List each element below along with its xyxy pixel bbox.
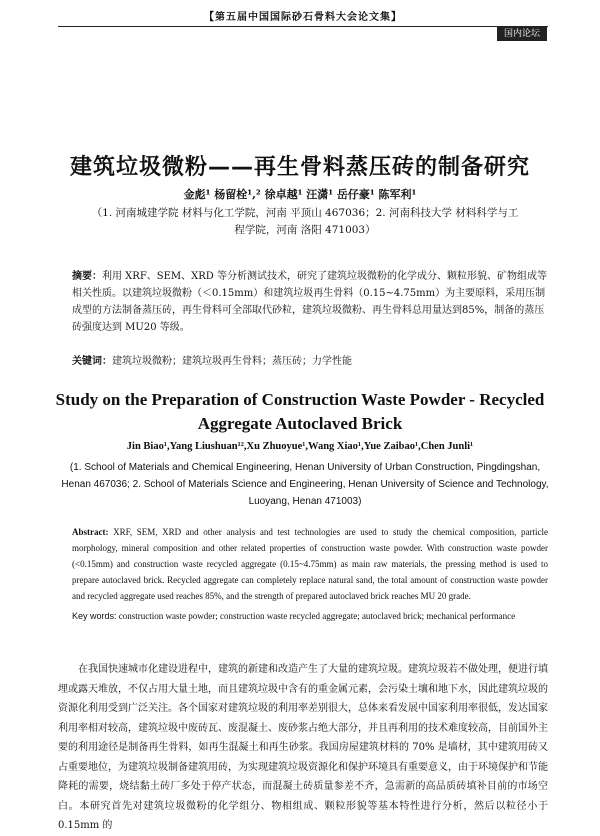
english-abstract-text: XRF, SEM, XRD and other analysis and test technologies are used to study the chemical composition, particle morphology, mineral composition and other related properties of construction waste powder. With construction waste powder (<0.15mm) and construction waste recycled aggregate (0.15~4.75mm) as main raw materials, the pressing method is used to prepare autoclaved brick. Recycled aggregate can completely replace natural sand, the total amount of construction waste powder and recycled aggregate used reaches 85%, and the strength of prepared autoclaved brick reaches MU 20 grade. — [72, 527, 548, 601]
body-paragraph: 在我国快速城市化建设进程中，建筑的新建和改造产生了大量的建筑垃圾。建筑垃圾若不做处理，便进行填埋或露天堆放，不仅占用大量土地，而且建筑垃圾中含有的重金属元素，会污染土壤和地下水，因此建筑垃圾的资源化利用受到广泛关注。各个国家对建筑垃圾的利用率差别很大，总体来看发展中国家利用率很低，发达国家利用率相对较高，建筑垃圾中废砖瓦、废混凝土、废砂浆占绝大部分，并且再利用的技术难度较高，目前国外主要的利用途径是制备再生骨料，如再生混凝土和再生砂浆。我国房屋建筑材料的 70% 是墙材，其中建筑用砖又占重要地位，为建筑垃圾制备建筑用砖，为实现建筑垃圾资源化和保护环境具有重要意义，由于环境保护和节能降耗的需要，烧结黏土砖厂多处于停产状态，而混凝土砖质量参差不齐，急需新的高品质砖填补目前的市场空白。本研究首先对建筑垃圾微粉的化学组分、物相组成、颗粒形貌等基本特性进行分析，然后以粒径小于 0.15mm 的 — [58, 664, 548, 831]
english-abstract — [72, 524, 548, 604]
chinese-abstract — [72, 268, 548, 336]
chinese-affiliation: （1. 河南城建学院 材料与化工学院，河南 平顶山 467036；2. 河南科技大学 材料科学与工程学院，河南 洛阳 471003） — [91, 207, 519, 236]
chinese-keywords — [72, 352, 548, 367]
chinese-abstract-text: 利用 XRF、SEM、XRD 等分析测试技术，研究了建筑垃圾微粉的化学成分、颗粒形貌、矿物组成等相关性质。以建筑垃圾微粉（＜0.15mm）和建筑垃圾再生骨料（0.15~4.75mm）为主要原料，采用压制成型的方法制备蒸压砖，再生骨料可全部取代砂粒，建筑垃圾微粉、再生骨料总用量达到85%，制备的蒸压砖强度达到 MU20 等级。 — [72, 271, 547, 333]
chinese-authors: 金彪¹ 杨留栓¹,² 徐卓越¹ 汪潇¹ 岳仔豪¹ 陈军利¹ — [183, 188, 417, 201]
header-rule — [58, 26, 548, 27]
conference-header: 【第五届中国国际砂石骨料大会论文集】 — [204, 12, 402, 23]
english-keywords-text: construction waste powder; construction waste recycled aggregate; autoclaved brick; mechanical performance — [118, 611, 516, 621]
english-authors: Jin Biao¹,Yang Liushuan¹²,Xu Zhuoyue¹,Wang Xiao¹,Yue Zaibao¹,Chen Junli¹ — [126, 441, 474, 452]
english-title: Study on the Preparation of Construction Waste Powder - Recycled Aggregate Autoclaved Brick — [55, 390, 545, 433]
chinese-keywords-label: 关键词： — [72, 356, 112, 367]
english-abstract-label: Abstract: — [72, 527, 109, 537]
chinese-abstract-label: 摘要： — [72, 271, 102, 282]
chinese-title: 建筑垃圾微粉——再生骨料蒸压砖的制备研究 — [69, 155, 530, 180]
english-affiliation: (1. School of Materials and Chemical Engineering, Henan University of Urban Construction, Pingdingshan, Henan 467036; 2. School of Materials Science and Engineering, Henan University of Science and Technology, Luoyang, Henan 471003) — [61, 462, 549, 507]
english-keywords-label: Key words: — [72, 611, 117, 621]
chinese-keywords-text: 建筑垃圾微粉；建筑垃圾再生骨料；蒸压砖；力学性能 — [112, 356, 352, 367]
section-tag: 国内论坛 — [497, 27, 547, 41]
english-keywords — [72, 609, 548, 624]
